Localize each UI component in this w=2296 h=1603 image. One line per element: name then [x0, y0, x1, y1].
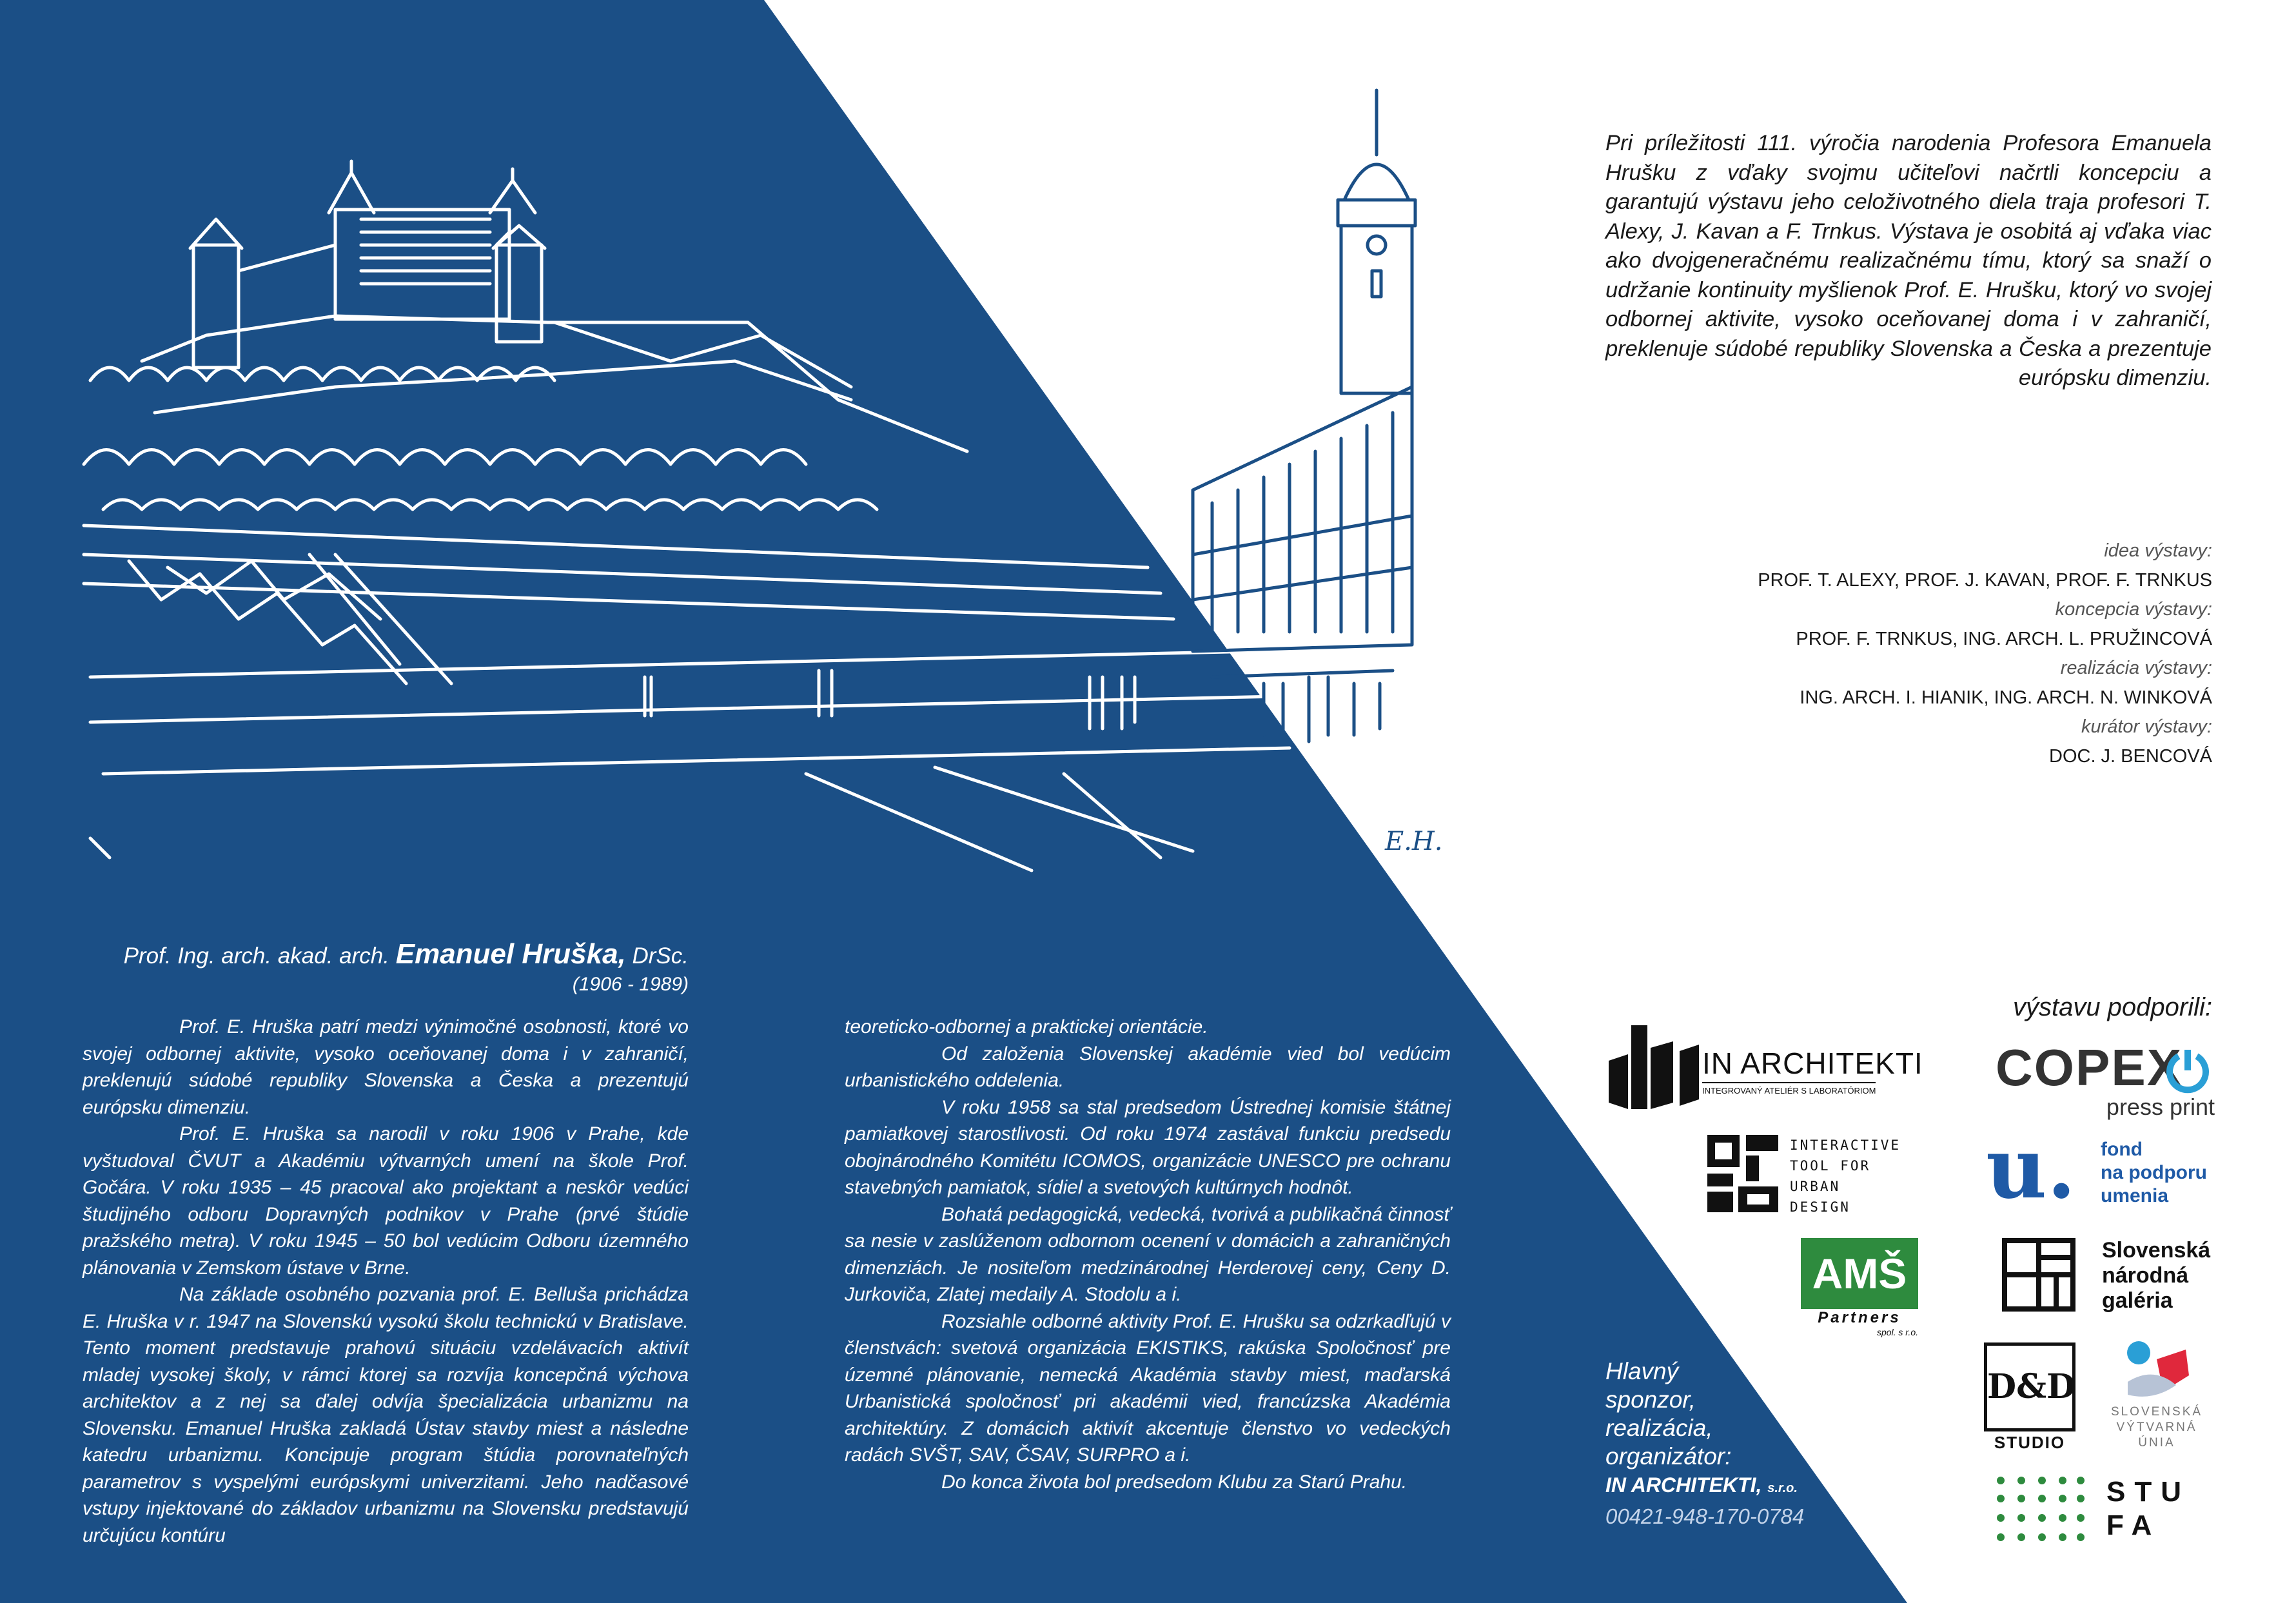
bio-paragraph: V roku 1958 sa stal predsedom Ústrednej komisie štátnej pamiatkovej starostlivosti. Od roku 1974 zastával funkciu predsedu obojnárodného Komitétu ICOMOS, organizácie UNESCO pre ochranu stavebných pamiatok, sídiel a svetových kultúrnych hodnôt. [845, 1096, 1451, 1198]
itud-line: INTERACTIVE [1790, 1137, 1901, 1153]
sng-line: národná [2102, 1263, 2189, 1288]
bio-heading [83, 938, 689, 972]
bio-paragraph: Prof. E. Hruška patrí medzi výnimočné osobnosti, ktoré vo svojej odbornej aktivite, vysoko oceňovanej doma i v zahraničí, preklenujú súdobé republiky Slovenska a Česka a prezentujú európsku dimenziu. [83, 1016, 689, 1118]
main-sponsor [1605, 1357, 1876, 1531]
stu-line: STU [2106, 1476, 2190, 1508]
svu-line: SLOVENSKÁ [2110, 1405, 2203, 1419]
sng-text [2102, 1238, 2210, 1313]
itud-logo [1707, 1135, 1927, 1219]
dd-subtitle: STUDIO [1994, 1433, 2066, 1452]
fond-line: na podporu [2101, 1162, 2207, 1183]
bio-column-2 [845, 1014, 1451, 1495]
stu-dots-icon [1996, 1475, 2086, 1543]
credit-names: DOC. J. BENCOVÁ [2049, 745, 2212, 767]
stu-text [2106, 1475, 2190, 1542]
credit-names: ING. ARCH. I. HIANIK, ING. ARCH. N. WINKOVÁ [1800, 687, 2212, 708]
ams-subtitle-2: spol. s r.o. [1876, 1327, 1918, 1337]
svu-logo [2099, 1340, 2215, 1456]
bio-name: Emanuel Hruška, [395, 938, 626, 970]
sng-line: Slovenská [2102, 1238, 2211, 1263]
bio-paragraph: Bohatá pedagogická, vedecká, tvorivá a publikačná činnosť sa nesie v zaslúženom odbornom ocenení v domácich a zahraničných dimenziách. Je nositeľom medzinárodnej Herderovej ceny, Ceny D. Jurkoviča, Zlatej medaily A. Stodolu a i. [845, 1203, 1451, 1305]
sponsor-firm-name: IN ARCHITEKTI, [1605, 1473, 1762, 1497]
sponsor-firm [1605, 1471, 1876, 1502]
bio-paragraph: Do konca života bol predsedom Klubu za Starú Prahu. [941, 1471, 1408, 1493]
bio-suffix: DrSc. [632, 943, 689, 969]
fond-logo [1986, 1119, 2218, 1217]
itud-line: URBAN [1790, 1179, 1841, 1194]
intro-paragraph: Pri príležitosti 111. výročia narodenia Profesora Emanuela Hrušku z vďaky svojmu učiteľovi načrtli koncepciu a garantujú výstavu jeho celoživotného diela traja profesori T. Alexy, J. Kavan a F. Trnkus. Výstava je osobitá aj vďaka viac ako dvojgeneračnému realizačnému tímu, ktorý sa snaží o udržanie kontinuity myšlienok Prof. E. Hrušku, ktorý vo svojej odbornej aktivite, vysoko oceňovanej doma i v zahraničí, preklenuje súdobé republiky Slovenska a Česka a prezentuje európsku dimenziu. [1605, 131, 2212, 390]
supported-label: výstavu podporili: [2012, 993, 2212, 1021]
credit-role: realizácia výstavy: [2060, 658, 2212, 678]
svu-text [2099, 1404, 2215, 1451]
exhibition-credits [1567, 536, 2212, 771]
sponsor-line: sponzor, [1605, 1386, 1696, 1413]
itud-line: DESIGN [1790, 1199, 1850, 1215]
credit-role: koncepcia výstavy: [2055, 599, 2212, 620]
in-architekti-logo [1609, 1025, 1931, 1109]
power-icon [2164, 1047, 2211, 1094]
svu-mark-icon [2124, 1340, 2195, 1404]
svu-line: ÚNIA [2138, 1436, 2175, 1450]
bio-prefix: Prof. Ing. arch. akad. arch. [123, 943, 389, 969]
fond-text [2101, 1138, 2207, 1208]
copex-logo [1996, 1038, 2215, 1122]
copex-subtitle: press print [2106, 1094, 2215, 1120]
stu-line: FA [2106, 1510, 2161, 1541]
dd-studio-logo [1984, 1342, 2081, 1455]
bio-dates: (1906 - 1989) [572, 974, 689, 995]
bio-paragraph: Na základe osobného pozvania prof. E. Belluša prichádza E. Hruška v r. 1947 na Slovenskú vysokú školu technickú v Bratislave. Tento moment predstavuje prahovú situáciu vzdelávacích aktivít mladej vysokej školy, v rámci ktorej sa rozvíja koncepčná výchova architektov a z nej sa ďalej odvíja špecializácia urbanizmu na Slovensku. Emanuel Hruška zakladá Ústav stavby miest a následne katedru urbanizmu. Koncipuje program štúdia porovnateľných parametrov s vyspelými európskymi univerzitami. Jeho nadčasové vstupy injektované do základov urbanizmu na Slovensku predstavujú určujúcu kontúru [83, 1284, 689, 1546]
sponsor-line: organizátor: [1605, 1443, 1732, 1470]
stu-fa-logo [1996, 1475, 2215, 1546]
sketch-signature: E.H. [1385, 827, 1443, 856]
sponsor-line: realizácia, [1605, 1415, 1713, 1441]
sng-line: galéria [2102, 1288, 2173, 1313]
itud-line: TOOL FOR [1790, 1158, 1871, 1174]
fond-mark-icon: u. [1986, 1119, 2076, 1217]
sng-mark-icon [2002, 1238, 2075, 1312]
fond-line: umenia [2101, 1185, 2169, 1206]
in-architekti-title: IN ARCHITEKTI [1702, 1047, 1923, 1080]
credit-role: kurátor výstavy: [2081, 716, 2212, 737]
ams-partners-logo [1801, 1238, 1918, 1337]
sponsor-line: Hlavný [1605, 1358, 1679, 1384]
ams-subtitle: Partners [1818, 1309, 1901, 1326]
ams-title: AMŠ [1801, 1238, 1918, 1309]
copex-title: COPEX [1996, 1039, 2183, 1096]
credit-names: PROF. F. TRNKUS, ING. ARCH. L. PRUŽINCOVÁ [1796, 628, 2212, 649]
bio-paragraph: Prof. E. Hruška sa narodil v roku 1906 v Prahe, kde vyštudoval ČVUT a Akadémiu výtvarných umení na škole Prof. Gočára. V roku 1935 – 45 pracoval ako projektant a neskôr vedúci študijného odboru Dopravných podnikov v Prahe (prvé štúdie pražského metra). V roku 1945 – 50 bol vedúcim Odboru územného plánovania v Zemskom ústave v Brne. [83, 1123, 689, 1279]
sponsor-phone: 00421-948-170-0784 [1605, 1504, 1805, 1528]
svu-line: VÝTVARNÁ [2116, 1421, 2197, 1434]
credit-names: PROF. T. ALEXY, PROF. J. KAVAN, PROF. F. TRNKUS [1758, 569, 2212, 591]
sng-logo [2002, 1238, 2215, 1315]
bio-paragraph: Rozsiahle odborné aktivity Prof. E. Hrušku sa odzrkadľujú v členstvách: svetová organizácia EKISTIKS, rakúska Spoločnosť pre územné plánovanie, nemecká Akadémia stavby miest, maďarská Urbanistická spoločnosť pri akadémii vied, francúzska Akadémia architektúry. Z domácich aktivít akcentuje členstvo vo vedeckých radách SVŠT, SAV, ČSAV, SURPRO a i. [845, 1310, 1451, 1466]
itud-mark-icon [1707, 1135, 1778, 1212]
in-architekti-subtitle: INTEGROVANÝ ATELIÉR S LABORATÓRIOM [1702, 1082, 1876, 1096]
in-architekti-mark-icon [1609, 1025, 1705, 1109]
itud-text [1790, 1135, 1901, 1217]
bio-paragraph: Od založenia Slovenskej akadémie vied bol vedúcim urbanistického oddelenia. [845, 1043, 1451, 1091]
sponsor-firm-suffix: s.r.o. [1767, 1481, 1798, 1495]
dd-title: D&D [1984, 1342, 2075, 1431]
credit-role: idea výstavy: [2104, 540, 2212, 561]
bio-paragraph: teoreticko-odbornej a praktickej orientácie. [845, 1016, 1208, 1038]
bio-column-1 [83, 1014, 689, 1549]
fond-line: fond [2101, 1139, 2143, 1160]
